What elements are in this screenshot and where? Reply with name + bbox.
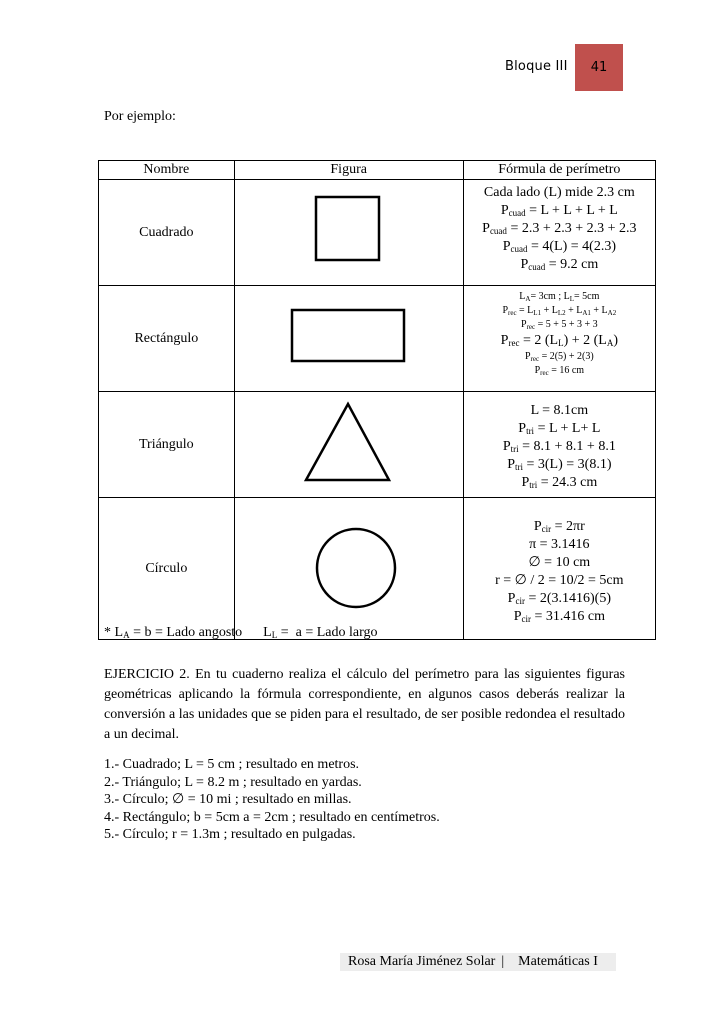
formula-subscript: rec: [526, 323, 536, 331]
formula-subscript: L: [558, 338, 564, 348]
formula-text: P: [507, 591, 516, 606]
formula-text: = 4(L) = 4(2.3): [527, 239, 616, 254]
formula-text: = b = Lado angosto L: [129, 625, 272, 640]
footnote: [104, 625, 378, 641]
formula-subscript: tri: [529, 480, 538, 490]
formula-text: r = ∅ / 2 = 10/2 = 5cm: [495, 573, 624, 588]
formula-text: + L: [590, 305, 608, 316]
formula-line: [464, 350, 655, 364]
formula-line: [464, 202, 655, 220]
formula-text: P: [524, 351, 531, 362]
formula-subscript: rec: [540, 369, 549, 377]
formula-subscript: L2: [557, 309, 566, 317]
footer-subject: Matemáticas I: [518, 954, 598, 969]
list-item: 2.- Triángulo; L = 8.2 m ; resultado en yardas.: [104, 774, 362, 790]
formula-line: [464, 256, 655, 274]
list-item: 3.- Círculo; ∅ = 10 mi ; resultado en millas.: [104, 792, 352, 807]
formula-subscript: A1: [582, 309, 591, 317]
formula-line: [464, 420, 655, 438]
table-row: [99, 180, 656, 286]
formula-text: P: [502, 439, 511, 454]
formula-text: P: [482, 221, 490, 236]
table-row: [99, 286, 656, 392]
formula-subscript: rec: [508, 309, 517, 317]
table-header-row: [99, 161, 656, 180]
formula-line: [464, 184, 655, 202]
formula-text: P: [534, 365, 541, 376]
formula-line: [464, 474, 655, 492]
formula-subscript: cuad: [510, 244, 528, 254]
formula-subscript: tri: [514, 462, 523, 472]
formula-line: [464, 304, 655, 318]
formula-subscript: A: [606, 338, 614, 348]
formula-text: = 5cm: [574, 291, 600, 302]
formula-subscript: cuad: [528, 262, 546, 272]
square-shape: [235, 180, 463, 280]
formula-subscript: cuad: [489, 226, 507, 236]
formula-text: P: [500, 333, 509, 348]
table-row: [99, 392, 656, 498]
formula-text: P: [533, 519, 542, 534]
formula-subscript: L1: [533, 309, 542, 317]
formula-text: * L: [104, 625, 124, 640]
formula-text: + L: [541, 305, 558, 316]
formula-text: = L + L+ L: [534, 421, 601, 436]
formula-line: [464, 318, 655, 332]
formula-text: Cada lado (L) mide 2.3 cm: [483, 185, 635, 200]
formula-text: = 24.3 cm: [537, 475, 598, 490]
exercise-list: [104, 756, 440, 844]
formula-line: [464, 572, 655, 590]
formula-text: P: [502, 305, 508, 316]
formula-text: = 2 (L: [519, 333, 559, 348]
formula-line: [464, 438, 655, 456]
exercise-text: EJERCICIO 2. En tu cuaderno realiza el cálculo del perímetro para las siguientes figuras geométricas aplicando la fórmula correspondiente, en algunos casos deberás realizar la conversión a las unidades que se piden para el resultado, de ser posible redondea el resultado a un decimal.: [104, 667, 625, 742]
formula-text: ∅ = 10 cm: [528, 555, 591, 570]
figure-cell: [234, 180, 463, 286]
formula-cell: [463, 392, 655, 498]
column-header-figura: Figura: [234, 161, 463, 180]
formula-text: = 3(L) = 3(8.1): [522, 457, 612, 472]
formula-subscript: A: [123, 630, 130, 640]
formula-line: [464, 220, 655, 238]
shape-name: Círculo: [99, 498, 235, 640]
formula-text: = 2.3 + 2.3 + 2.3 + 2.3: [506, 221, 637, 236]
list-item: 5.- Círculo; r = 1.3m ; resultado en pulgadas.: [104, 827, 356, 842]
formula-text: P: [507, 457, 515, 472]
formula-text: + L: [565, 305, 583, 316]
formula-subscript: L: [271, 630, 278, 640]
formula-subscript: cir: [541, 524, 552, 534]
formula-text: P: [520, 257, 529, 272]
formula-text: P: [502, 239, 511, 254]
shape-name: Cuadrado: [99, 180, 235, 286]
formula-text: = 3cm ; L: [530, 291, 570, 302]
formula-subscript: tri: [526, 426, 535, 436]
formula-line: [464, 590, 655, 608]
formula-text: P: [521, 475, 530, 490]
formula-subscript: A2: [607, 309, 617, 317]
figure-cell: [234, 286, 463, 392]
formula-text: L: [519, 291, 526, 302]
formula-text: = 8.1 + 8.1 + 8.1: [518, 439, 616, 454]
formula-subscript: cir: [515, 596, 525, 606]
formula-cell: [463, 286, 655, 392]
formula-text: π = 3.1416: [529, 537, 590, 552]
footer-separator: |: [501, 954, 505, 969]
figure-cell: [234, 498, 463, 640]
formula-cell: [463, 180, 655, 286]
formula-line: [464, 536, 655, 554]
formula-subscript: rec: [530, 355, 540, 363]
formula-line: [464, 290, 655, 304]
list-item: 4.- Rectángulo; b = 5cm a = 2cm ; resultado en centímetros.: [104, 809, 440, 825]
formula-text: P: [521, 319, 527, 330]
formula-text: = 31.416 cm: [530, 609, 605, 624]
figure-cell: [234, 392, 463, 498]
formula-text: P: [513, 609, 522, 624]
formula-text: = 5 + 5 + 3 + 3: [535, 319, 598, 330]
formula-line: [464, 608, 655, 626]
column-header-formula: Fórmula de perímetro: [463, 161, 655, 180]
section-title: Bloque III: [505, 59, 568, 74]
formula-line: [464, 364, 655, 378]
formula-text: L = 8.1cm: [530, 403, 589, 418]
triangle-shape: [235, 392, 463, 492]
formula-subscript: cir: [521, 614, 531, 624]
formula-subscript: A: [525, 295, 531, 303]
shape-name: Rectángulo: [99, 286, 235, 392]
list-item: 1.- Cuadrado; L = 5 cm ; resultado en metros.: [104, 757, 360, 772]
formula-text: P: [518, 421, 527, 436]
formula-line: [464, 456, 655, 474]
formula-text: ) + 2 (L: [563, 333, 607, 348]
formula-line: [464, 554, 655, 572]
footer-author: Rosa María Jiménez Solar: [348, 954, 496, 969]
formula-subscript: tri: [510, 444, 519, 454]
column-header-nombre: Nombre: [99, 161, 235, 180]
formula-text: = L: [516, 305, 534, 316]
formula-text: = 2πr: [551, 519, 585, 534]
page-footer: [340, 953, 616, 971]
formula-text: P: [500, 203, 509, 218]
formula-text: ): [613, 333, 619, 348]
formula-text: = 2(5) + 2(3): [539, 351, 594, 362]
formula-text: = 16 cm: [548, 365, 585, 376]
formula-cell: [463, 498, 655, 640]
page-number: 41: [575, 44, 623, 91]
formula-text: = a = Lado largo: [277, 625, 378, 640]
rectangle-shape: [235, 286, 463, 386]
shape-name: Triángulo: [99, 392, 235, 498]
formula-line: [464, 518, 655, 536]
perimeter-table: [98, 160, 656, 640]
intro-text: Por ejemplo:: [104, 109, 176, 124]
formula-text: = 9.2 cm: [545, 257, 599, 272]
formula-line: [464, 402, 655, 420]
formula-text: = 2(3.1416)(5): [524, 591, 611, 606]
formula-line: [464, 332, 655, 350]
formula-subscript: L: [569, 295, 574, 303]
circle-shape: [235, 498, 463, 634]
table-row: [99, 498, 656, 640]
formula-line: [464, 238, 655, 256]
formula-subscript: rec: [508, 338, 520, 348]
formula-subscript: cuad: [508, 208, 526, 218]
formula-text: = L + L + L + L: [525, 203, 618, 218]
